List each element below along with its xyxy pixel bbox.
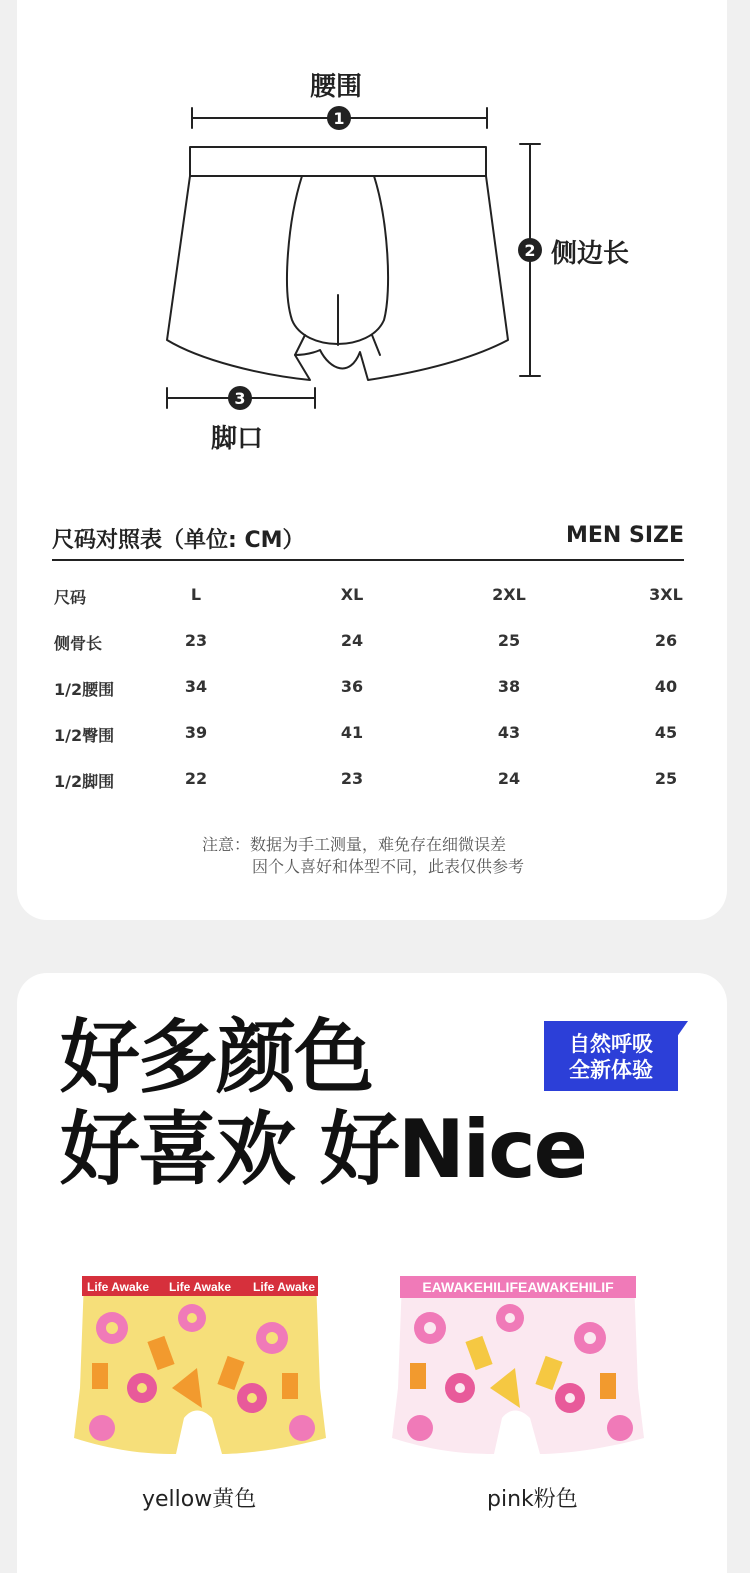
table-cell: 36 bbox=[340, 677, 364, 696]
product-image-yellow[interactable] bbox=[72, 1268, 328, 1468]
marker-3: 3 bbox=[234, 389, 246, 408]
table-cell: XL bbox=[340, 585, 364, 604]
marker-2: 2 bbox=[524, 241, 536, 260]
measurement-note-2: 因个人喜好和体型不同，此表仅供参考 bbox=[252, 857, 525, 876]
table-cell: 38 bbox=[497, 677, 521, 696]
table-cell: 24 bbox=[497, 769, 521, 788]
table-row bbox=[0, 769, 750, 793]
table-cell: 1/2腰围 bbox=[54, 680, 115, 699]
measurement-note: 注意：数据为手工测量，难免存在细微误差 bbox=[202, 835, 507, 854]
table-row bbox=[0, 723, 750, 747]
table-cell: 尺码 bbox=[54, 588, 87, 607]
table-cell: 26 bbox=[654, 631, 678, 650]
table-header-row bbox=[0, 585, 750, 609]
badge-line-2: 全新体验 bbox=[569, 1058, 653, 1082]
table-cell: 23 bbox=[184, 631, 208, 650]
side-length-label: 侧边长 bbox=[551, 239, 630, 269]
waist-label: 腰围 bbox=[310, 72, 363, 102]
table-cell: 3XL bbox=[649, 585, 683, 604]
size-table-title: 尺码对照表（单位: CM） bbox=[52, 528, 305, 553]
table-divider bbox=[52, 559, 684, 561]
table-cell: 43 bbox=[497, 723, 521, 742]
table-row bbox=[0, 677, 750, 701]
headline-line-2: 好喜欢 好Nice bbox=[60, 1103, 586, 1196]
table-cell: 40 bbox=[654, 677, 678, 696]
waistband-text: Life Awake bbox=[252, 1280, 316, 1294]
size-diagram bbox=[0, 0, 750, 470]
waistband-text: EAWAKEHILIFEAWAKEHILIF bbox=[422, 1279, 614, 1295]
table-row bbox=[0, 631, 750, 655]
product-image-pink[interactable] bbox=[390, 1268, 646, 1468]
caption-yellow: yellow黄色 bbox=[142, 1487, 257, 1512]
table-cell: 25 bbox=[654, 769, 678, 788]
caption-pink: pink粉色 bbox=[487, 1487, 578, 1512]
table-cell: 侧骨长 bbox=[54, 634, 103, 653]
table-cell: 41 bbox=[340, 723, 364, 742]
table-cell: 34 bbox=[184, 677, 208, 696]
table-cell: 24 bbox=[340, 631, 364, 650]
leg-opening-label: 脚口 bbox=[211, 424, 264, 454]
table-cell: L bbox=[190, 585, 202, 604]
table-cell: 22 bbox=[184, 769, 208, 788]
headline-line-1: 好多颜色 bbox=[60, 1011, 372, 1104]
table-cell: 25 bbox=[497, 631, 521, 650]
waistband-text: Life Awake bbox=[168, 1280, 232, 1294]
marker-1: 1 bbox=[333, 109, 345, 128]
table-cell: 1/2臀围 bbox=[54, 726, 115, 745]
table-cell: 23 bbox=[340, 769, 364, 788]
breathable-badge bbox=[544, 1021, 678, 1091]
table-cell: 2XL bbox=[492, 585, 526, 604]
table-cell: 39 bbox=[184, 723, 208, 742]
table-cell: 45 bbox=[654, 723, 678, 742]
men-size-label: MEN SIZE bbox=[565, 523, 684, 548]
waistband-text: Life Awake bbox=[86, 1280, 150, 1294]
table-cell: 1/2脚围 bbox=[54, 772, 115, 791]
badge-line-1: 自然呼吸 bbox=[569, 1032, 653, 1056]
